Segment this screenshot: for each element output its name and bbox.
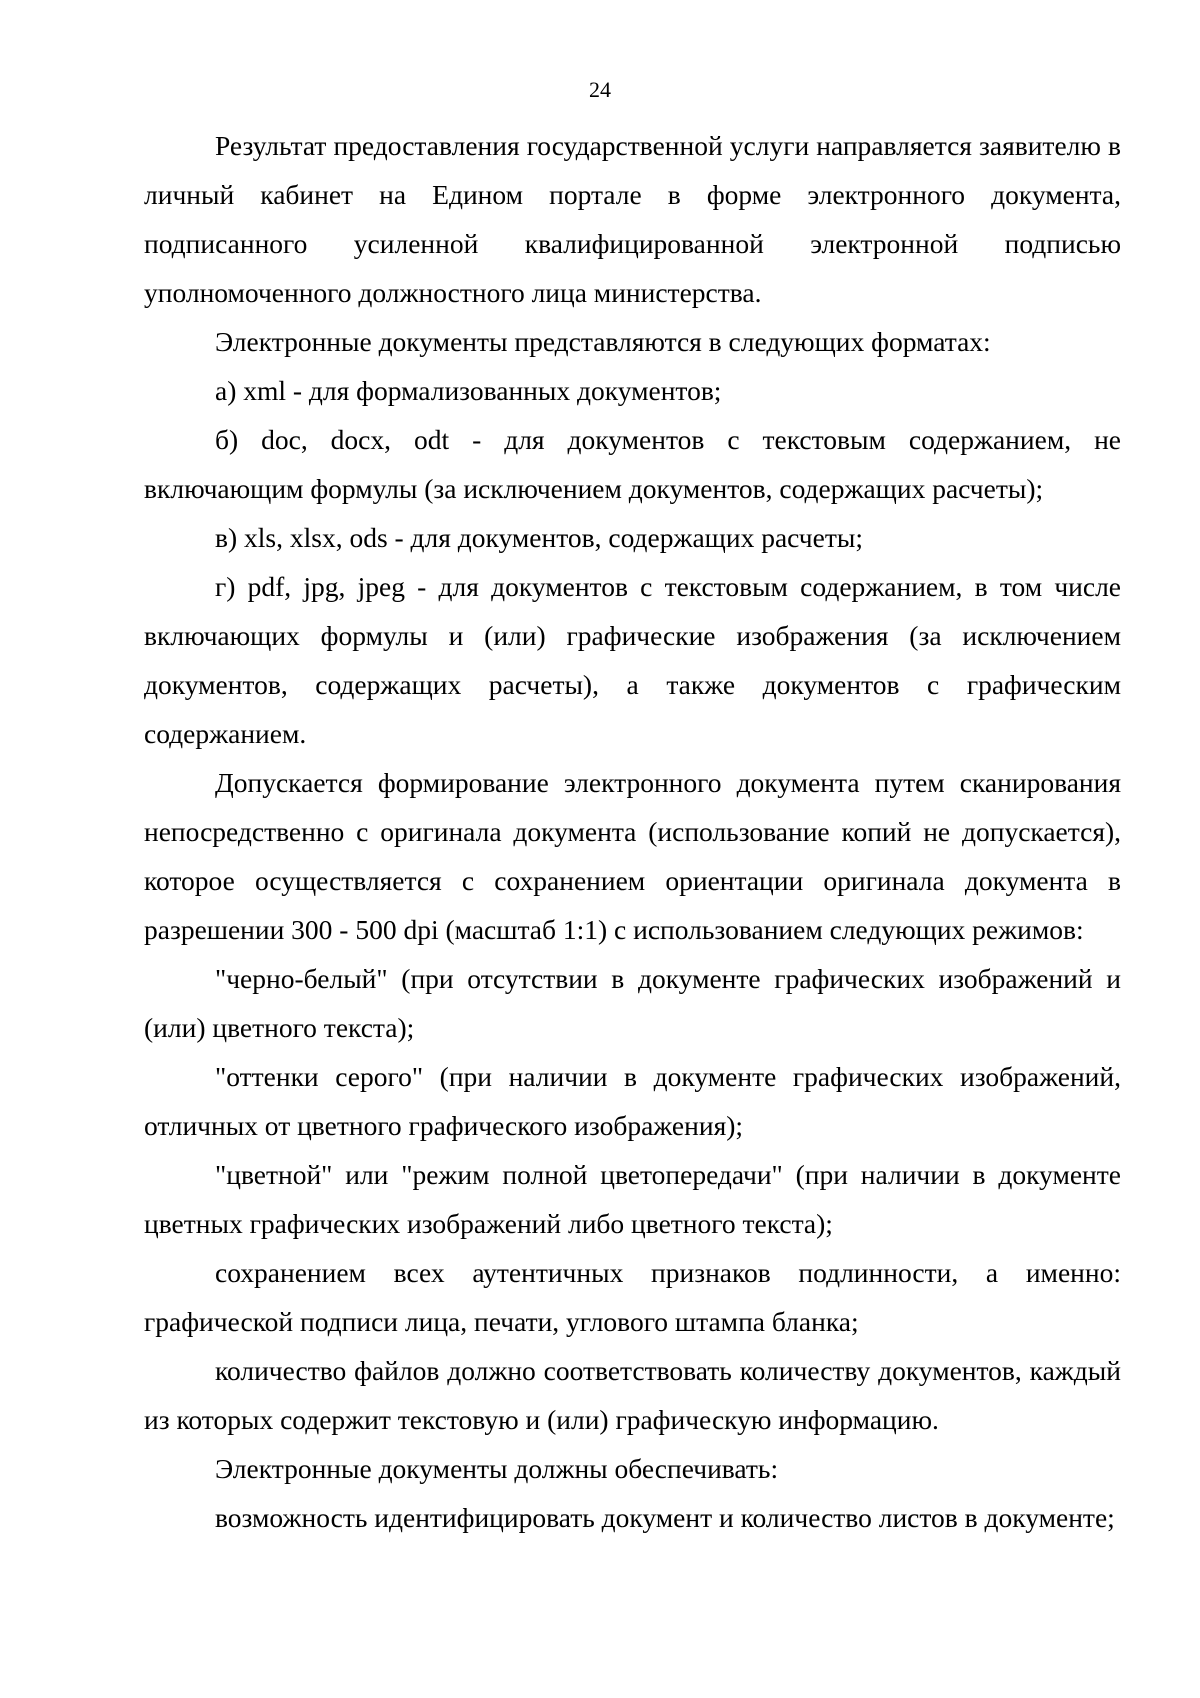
- paragraph-mode-color: "цветной" или "режим полной цветопередачи" (при наличии в документе цветных графических изображений либо цветного текста);: [144, 1159, 1121, 1239]
- paragraph-mode-grayscale: "оттенки серого" (при наличии в документе графических изображений, отличных от цветного графического изображения);: [144, 1061, 1121, 1141]
- paragraph-formats-intro: Электронные документы представляются в следующих форматах:: [215, 326, 991, 357]
- paragraph-format-c: в) xls, xlsx, ods - для документов, содержащих расчеты;: [215, 522, 863, 553]
- paragraph-requirement-identify: возможность идентифицировать документ и количество листов в документе;: [215, 1502, 1115, 1533]
- paragraph-authenticity: сохранением всех аутентичных признаков подлинности, а именно: графической подписи лица, печати, углового штампа бланка;: [144, 1257, 1121, 1337]
- paragraph-format-a: а) xml - для формализованных документов;: [215, 375, 722, 406]
- page-number: 24: [589, 77, 611, 102]
- paragraph-format-d: г) pdf, jpg, jpeg - для документов с текстовым содержанием, в том числе включающих формулы и (или) графические изображения (за исключением документов, содержащих расчеты), а также документов с графическим содержанием.: [144, 571, 1121, 749]
- paragraph-requirements-intro: Электронные документы должны обеспечивать:: [215, 1453, 779, 1484]
- paragraph-format-b: б) doc, docx, odt - для документов с текстовым содержанием, не включающим формулы (за исключением документов, содержащих расчеты);: [144, 424, 1121, 504]
- paragraph-file-count: количество файлов должно соответствовать количеству документов, каждый из которых содержит текстовую и (или) графическую информацию.: [144, 1355, 1121, 1435]
- document-body: [144, 121, 1121, 1542]
- paragraph-scanning: Допускается формирование электронного документа путем сканирования непосредственно с оригинала документа (использование копий не допускается), которое осуществляется с сохранением ориентации оригинала документа в разрешении 300 - 500 dpi (масштаб 1:1) с использованием следующих режимов:: [144, 767, 1121, 945]
- paragraph-result-delivery: Результат предоставления государственной услуги направляется заявителю в личный кабинет на Едином портале в форме электронного документа, подписанного усиленной квалифицированной электронной подписью уполномоченного должностного лица министерства.: [144, 130, 1121, 308]
- paragraph-mode-bw: "черно-белый" (при отсутствии в документе графических изображений и (или) цветного текста);: [144, 963, 1121, 1043]
